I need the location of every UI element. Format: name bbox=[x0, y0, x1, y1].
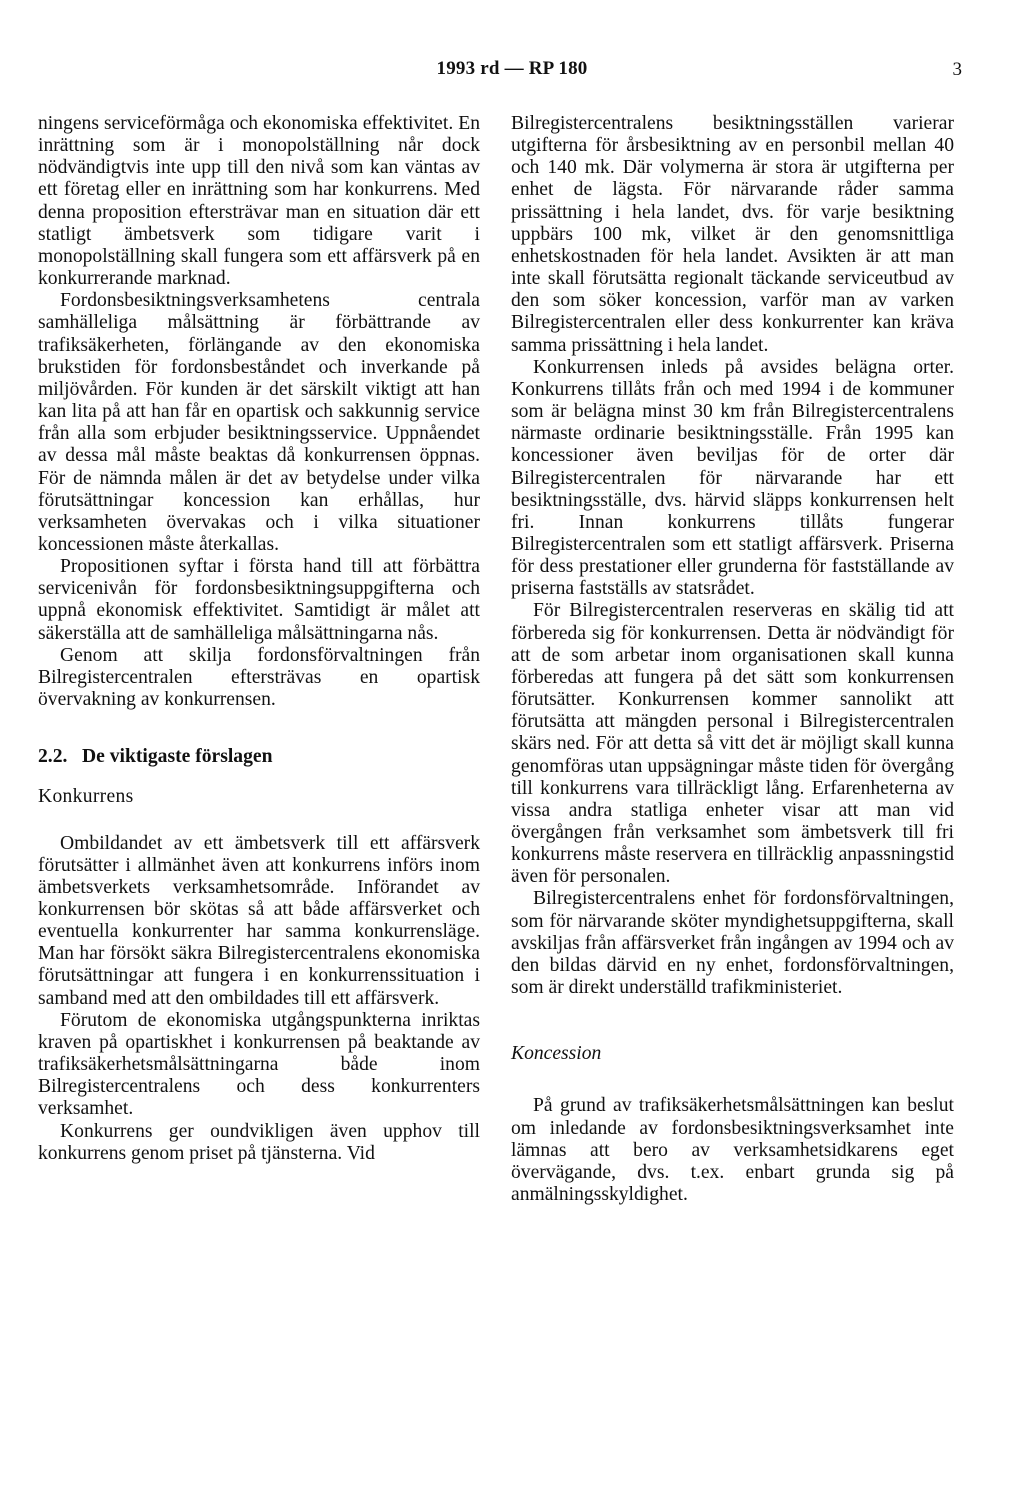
paragraph: Genom att skilja fordonsförvaltningen från Bilregistercentralen eftersträvas en opartisk övervakning av konkurrensen. bbox=[38, 644, 480, 711]
paragraph: Bilregistercentralens besiktningsställen varierar utgifterna för årsbesiktning av en personbil mellan 40 och 140 mk. Där volymerna är stora är utgifterna per enhet de lägsta. För närvarande råder samma prissättning i hela landet, dvs. för varje besiktning uppbärs 100 mk, vilket är den genomsnittliga enhetskostnaden för hela landet. Avsikten är att man inte skall förutsätta regionalt täckande serviceutbud av den som söker koncession, varför man av varken Bilregistercentralen eller dess konkurrenter kan kräva samma prissättning i hela landet. bbox=[511, 113, 954, 356]
running-header bbox=[0, 58, 1024, 86]
section-heading bbox=[38, 746, 480, 768]
subheading-konkurrens: Konkurrens bbox=[38, 786, 134, 808]
right-column bbox=[511, 113, 954, 1206]
left-column bbox=[38, 113, 480, 1165]
paragraph: Konkurrensen inleds på avsides belägna orter. Konkurrens tillåts från och med 1994 i de kommuner som är belägna minst 30 km från Bilregistercentralens närmaste ordinarie besiktningsställe. Från 1995 kan koncessioner även beviljas för de orter där Bilregistercentralen för närvarande har ett besiktningsställe, dvs. härvid släpps konkurrensen helt fri. Innan konkurrens tillåts fungerar Bilregistercentralen som ett statligt affärsverk. Priserna för dess prestationer eller grunderna för fastställande av priserna fastställs av statsrådet. bbox=[511, 356, 954, 600]
header-title: 1993 rd — RP 180 bbox=[436, 58, 588, 79]
paragraph: Bilregistercentralens enhet för fordonsförvaltningen, som för närvarande sköter myndighetsuppgifterna, skall avskiljas från affärsverket från ingången av 1994 och av den bildas därvid en ny enhet, fordonsförvaltningen, som är direkt underställd trafikministeriet. bbox=[511, 888, 954, 999]
section-title: De viktigaste förslagen bbox=[82, 746, 273, 768]
paragraph: ningens serviceförmåga och ekonomiska effektivitet. En inrättning som är i monopolställning når dock nödvändigtvis inte upp till den nivå som kan väntas av ett företag eller en inrättning som har konkurrens. Med denna proposition eftersträvar man en situation där ett statligt ämbetsverk som tidigare varit i monopolställning skall fungera som ett affärsverk på en konkurrerande marknad. bbox=[38, 113, 480, 290]
paragraph: Förutom de ekonomiska utgångspunkterna inriktas kraven på opartiskhet i konkurrensen på beaktande av trafiksäkerhetsmålsättningarna både inom Bilregistercentralens och dess konkurrenters verksamhet. bbox=[38, 1009, 480, 1120]
paragraph: Konkurrens ger oundvikligen även upphov till konkurrens genom priset på tjänsterna. Vid bbox=[38, 1120, 480, 1164]
paragraph: Fordonsbesiktningsverksamhetens centrala samhälleliga målsättning är förbättrande av trafiksäkerheten, förlängande av den ekonomiska brukstiden för fordonsbeståndet och inverkande på miljövården. För kunden är det särskilt viktigt att han kan lita på att han får en opartisk och sakkunnig service från alla som erbjuder besiktningsservice. Uppnåendet av dessa mål måste beaktas då konkurrensen öppnas. För de nämnda målen är det av betydelse under vilka förutsättningar koncession kan erhållas, hur verksamheten övervakas och i vilka situationer koncessionen måste återkallas. bbox=[38, 290, 480, 555]
paragraph: Ombildandet av ett ämbetsverk till ett affärsverk förutsätter i allmänhet även att konkurrens införs inom ämbetsverkets verksamhetsområde. Införandet av konkurrensen bör skötas så att både affärsverket och eventuella konkurrenter har samma konkurrensläge. Man har försökt säkra Bilregistercentralens ekonomiska förutsättningar att fungera i en konkurrenssituation i samband med att den ombildades till ett affärsverk. bbox=[38, 832, 480, 1009]
subheading-koncession: Koncession bbox=[511, 1043, 602, 1065]
section-number: 2.2. bbox=[38, 746, 68, 768]
page-number: 3 bbox=[952, 59, 962, 80]
paragraph: Propositionen syftar i första hand till att förbättra servicenivån för fordonsbesiktningsuppgifterna och uppnå ekonomisk effektivitet. Samtidigt är målet att säkerställa att de samhälleliga målsättningarna nås. bbox=[38, 556, 480, 644]
paragraph: På grund av trafiksäkerhetsmålsättningen kan beslut om inledande av fordonsbesiktningsverksamhet inte lämnas att bero av verksamhetsidkarens eget övervägande, dvs. t.ex. enbart grunda sig på anmälningsskyldighet. bbox=[511, 1095, 954, 1206]
paragraph: För Bilregistercentralen reserveras en skälig tid att förbereda sig för konkurrensen. Detta är nödvändigt för att de som arbetar inom organisationen skall kunna förberedas att fungera på det sätt som konkurrensen förutsätter. Konkurrensen kommer sannolikt att förutsätta att mängden personal i Bilregistercentralen skärs ned. För att detta så vitt det är möjligt skall kunna genomföras utan uppsägningar måste tiden för övergång till konkurrens vara tillräckligt lång. Erfarenheterna av vissa andra statliga enheter visar att man vid övergången från verksamhet som ämbetsverk till fri konkurrens måste reservera en tillräcklig anpassningstid även för personalen. bbox=[511, 600, 954, 888]
